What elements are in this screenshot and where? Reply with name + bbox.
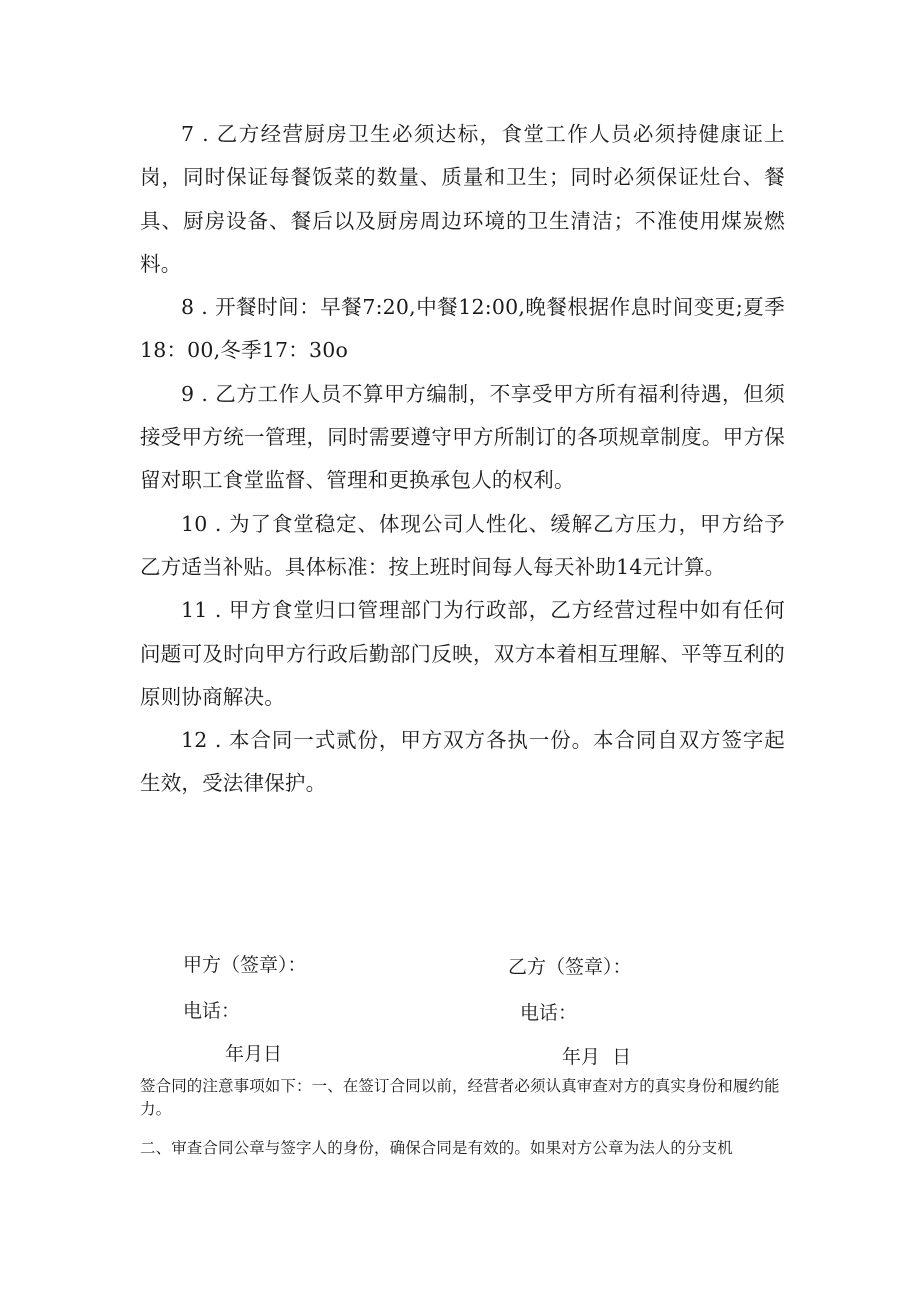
party-a-phone-label: 电话： bbox=[183, 1000, 241, 1022]
contract-clauses bbox=[140, 113, 785, 806]
party-b-phone-label: 电话： bbox=[520, 1002, 578, 1024]
party-a-date-label: 年月日 bbox=[225, 1043, 283, 1065]
clause-8: 8 . 开餐时间：早餐7:20,中餐12:00,晚餐根据作息时间变更;夏季18：00,冬季17：30o bbox=[140, 295, 785, 363]
clause-7: 7 . 乙方经营厨房卫生必须达标，食堂工作人员必须持健康证上岗，同时保证每餐饭菜的数量、质量和卫生；同时必须保证灶台、餐具、厨房设备、餐后以及厨房周边环境的卫生清洁；不准使用煤炭燃料。 bbox=[140, 122, 785, 276]
notes-paragraph-1: 签合同的注意事项如下：一、在签订合同以前，经营者必须认真审查对方的真实身份和履约能力。 bbox=[140, 1077, 780, 1118]
clause-10: 10 . 为了食堂稳定、体现公司人性化、缓解乙方压力，甲方给予乙方适当补贴。具体标准：按上班时间每人每天补助14元计算。 bbox=[140, 511, 785, 579]
notes-paragraph-2: 二、审查合同公章与签字人的身份，确保合同是有效的。如果对方公章为法人的分支机 bbox=[140, 1139, 733, 1157]
party-a-seal-label: 甲方（签章）： bbox=[183, 954, 307, 976]
clause-11: 11 . 甲方食堂归口管理部门为行政部，乙方经营过程中如有任何问题可及时向甲方行政后勤部门反映，双方本着相互理解、平等互利的原则协商解决。 bbox=[140, 598, 785, 709]
party-b-seal-label: 乙方（签章）： bbox=[508, 956, 632, 978]
clause-12: 12 . 本合同一式贰份，甲方双方各执一份。本合同自双方签字起生效，受法律保护。 bbox=[140, 728, 785, 796]
clause-9: 9 . 乙方工作人员不算甲方编制，不享受甲方所有福利待遇，但须接受甲方统一管理，同时需要遵守甲方所制订的各项规章制度。甲方保留对职工食堂监督、管理和更换承包人的权利。 bbox=[140, 381, 785, 493]
party-b-date-label: 年月 日 bbox=[562, 1046, 632, 1068]
